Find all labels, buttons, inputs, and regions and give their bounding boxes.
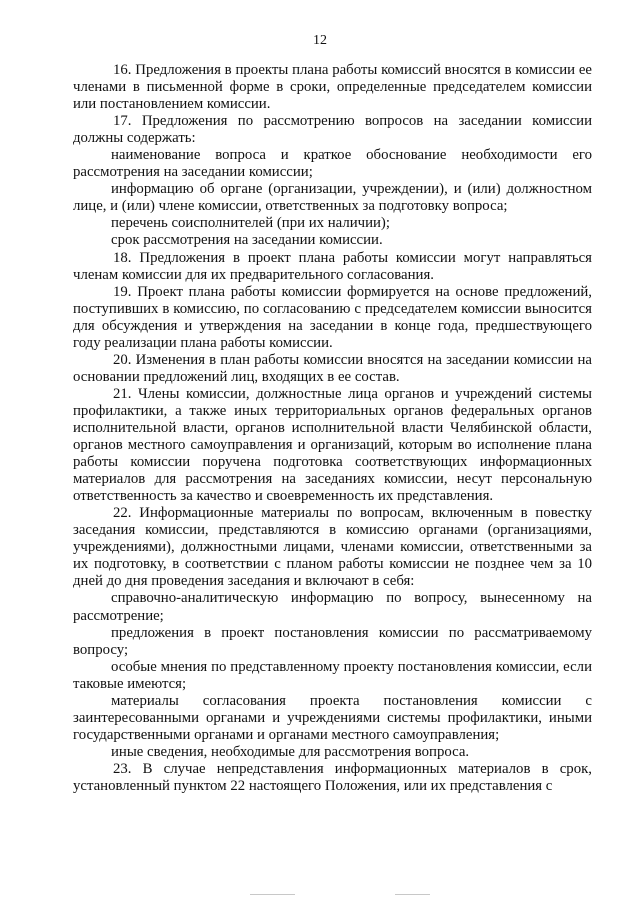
paragraph-16: 16. Предложения в проекты плана работы комиссий вносятся в комиссии ее членами в письменной форме в сроки, определенные председателем комиссии или постановлением комиссии.: [73, 62, 592, 113]
list-item: информацию об органе (организации, учреждении), и (или) должностном лице, и (или) члене комиссии, ответственных за подготовку вопроса;: [73, 181, 592, 215]
list-item: срок рассмотрения на заседании комиссии.: [111, 232, 383, 249]
paragraph-22: 22. Информационные материалы по вопросам, включенным в повестку заседания комиссии, представляются в комиссию органами (организациями, учреждениями), должностными лицами, членами комиссии, ответственными за их подготовку, в соответствии с планом работы комиссии не позднее чем за 10 дней до дня проведения заседания и включают в себя:: [73, 505, 592, 590]
paragraph-21: 21. Члены комиссии, должностные лица органов и учреждений системы профилактики, а также иных территориальных органов федеральных органов исполнительной власти, органов исполнительной власти Челябинской области, органов местного самоуправления и организаций, которым во исполнение плана работы комиссии поручена подготовка соответствующих информационных материалов для рассмотрения на заседаниях комиссии, несут персональную ответственность за качество и своевременность их представления.: [73, 385, 592, 505]
page-number: 12: [313, 33, 327, 48]
list-item: материалы согласования проекта постановления комиссии с заинтересованными органами и учреждениями системы профилактики, иными государственными органами и органами местного самоуправления;: [73, 692, 592, 743]
list-item: предложения в проект постановления комиссии по рассматриваемому вопросу;: [73, 624, 592, 658]
list-item: особые мнения по представленному проекту постановления комиссии, если таковые имеются;: [73, 658, 592, 692]
scan-artifact: [250, 894, 295, 895]
scan-artifact: [395, 894, 430, 895]
paragraph-18: 18. Предложения в проект плана работы комиссии могут направляться членам комиссии для их предварительного согласования.: [73, 249, 592, 283]
list-item: иные сведения, необходимые для рассмотрения вопроса.: [111, 743, 470, 760]
list-item: справочно-аналитическую информацию по вопросу, вынесенному на рассмотрение;: [73, 590, 592, 624]
paragraph-20: 20. Изменения в план работы комиссии вносятся на заседании комиссии на основании предложений лиц, входящих в ее состав.: [73, 351, 592, 385]
paragraph-19: 19. Проект плана работы комиссии формируется на основе предложений, поступивших в комиссию, по согласованию с председателем комиссии выносится для обсуждения и утверждения на заседании в конце года, предшествующего году реализации плана работы комиссии.: [73, 283, 592, 351]
list-item: перечень соисполнителей (при их наличии);: [111, 215, 390, 232]
list-item: наименование вопроса и краткое обоснование необходимости его рассмотрения на заседании комиссии;: [73, 147, 592, 181]
paragraph-17: 17. Предложения по рассмотрению вопросов на заседании комиссии должны содержать:: [73, 113, 592, 147]
document-body: [73, 62, 592, 795]
paragraph-23: 23. В случае непредставления информационных материалов в срок, установленный пунктом 22 настоящего Положения, или их представления с: [73, 760, 592, 794]
